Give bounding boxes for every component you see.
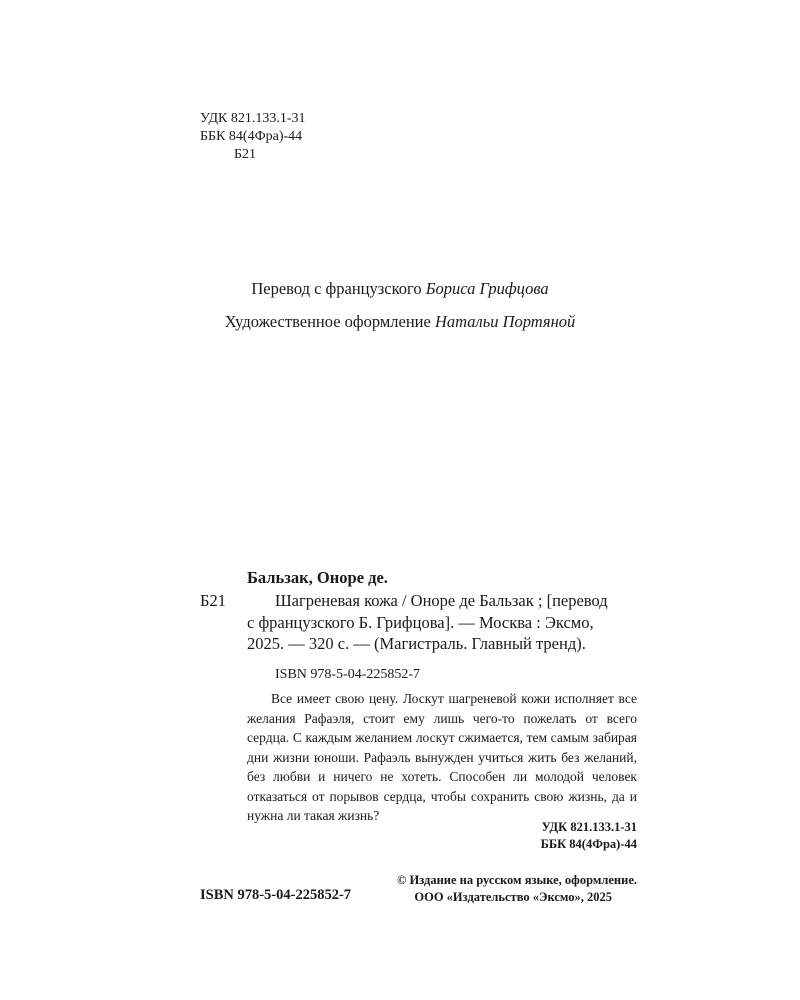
record-description-line: 2025. — 320 с. — (Магистраль. Главный тренд). xyxy=(247,634,586,653)
copyright-line-1: © Издание на русском языке, оформление. xyxy=(397,873,637,887)
footer-isbn: ISBN 978-5-04-225852-7 xyxy=(200,887,352,903)
record-author: Бальзак, Оноре де. xyxy=(247,568,388,587)
design-credit xyxy=(0,312,800,332)
bbk-code-bottom: ББК 84(4Фра)-44 xyxy=(540,837,637,851)
bbk-code-top: ББК 84(4Фра)-44 xyxy=(200,129,303,144)
udk-code-top: УДК 821.133.1-31 xyxy=(200,111,306,126)
record-isbn: ISBN 978-5-04-225852-7 xyxy=(275,667,421,682)
record-description xyxy=(247,590,637,655)
translator-name: Бориса Грифцова xyxy=(425,279,549,298)
translation-credit xyxy=(0,279,800,299)
design-prefix: Художественное оформление xyxy=(224,312,431,331)
designer-name: Натальи Портяной xyxy=(434,312,576,331)
record-author-mark: Б21 xyxy=(200,591,226,610)
copyright-line-2: ООО «Издательство «Эксмо», 2025 xyxy=(414,890,612,904)
udk-code-bottom: УДК 821.133.1-31 xyxy=(541,820,637,834)
author-mark-top: Б21 xyxy=(234,147,257,162)
annotation-text: Все имеет свою цену. Лоскут шагреневой кожи исполняет все желания Рафаэля, стоит ему лишь чего-то пожелать от всего сердца. С каждым желанием лоскут сжимается, тем самым забирая дни жизни юноши. Рафаэль вынужден учиться жить без желаний, без любви и ничего не хотеть. Способен ли молодой человек отказаться от порывов сердца, чтобы сохранить свою жизнь, да и нужна ли такая жизнь? xyxy=(247,691,637,823)
translation-prefix: Перевод с французского xyxy=(251,279,422,298)
record-description-line: Шагреневая кожа / Оноре де Бальзак ; [перевод xyxy=(275,591,608,610)
record-description-line: с французского Б. Грифцова]. — Москва : Эксмо, xyxy=(247,612,594,632)
